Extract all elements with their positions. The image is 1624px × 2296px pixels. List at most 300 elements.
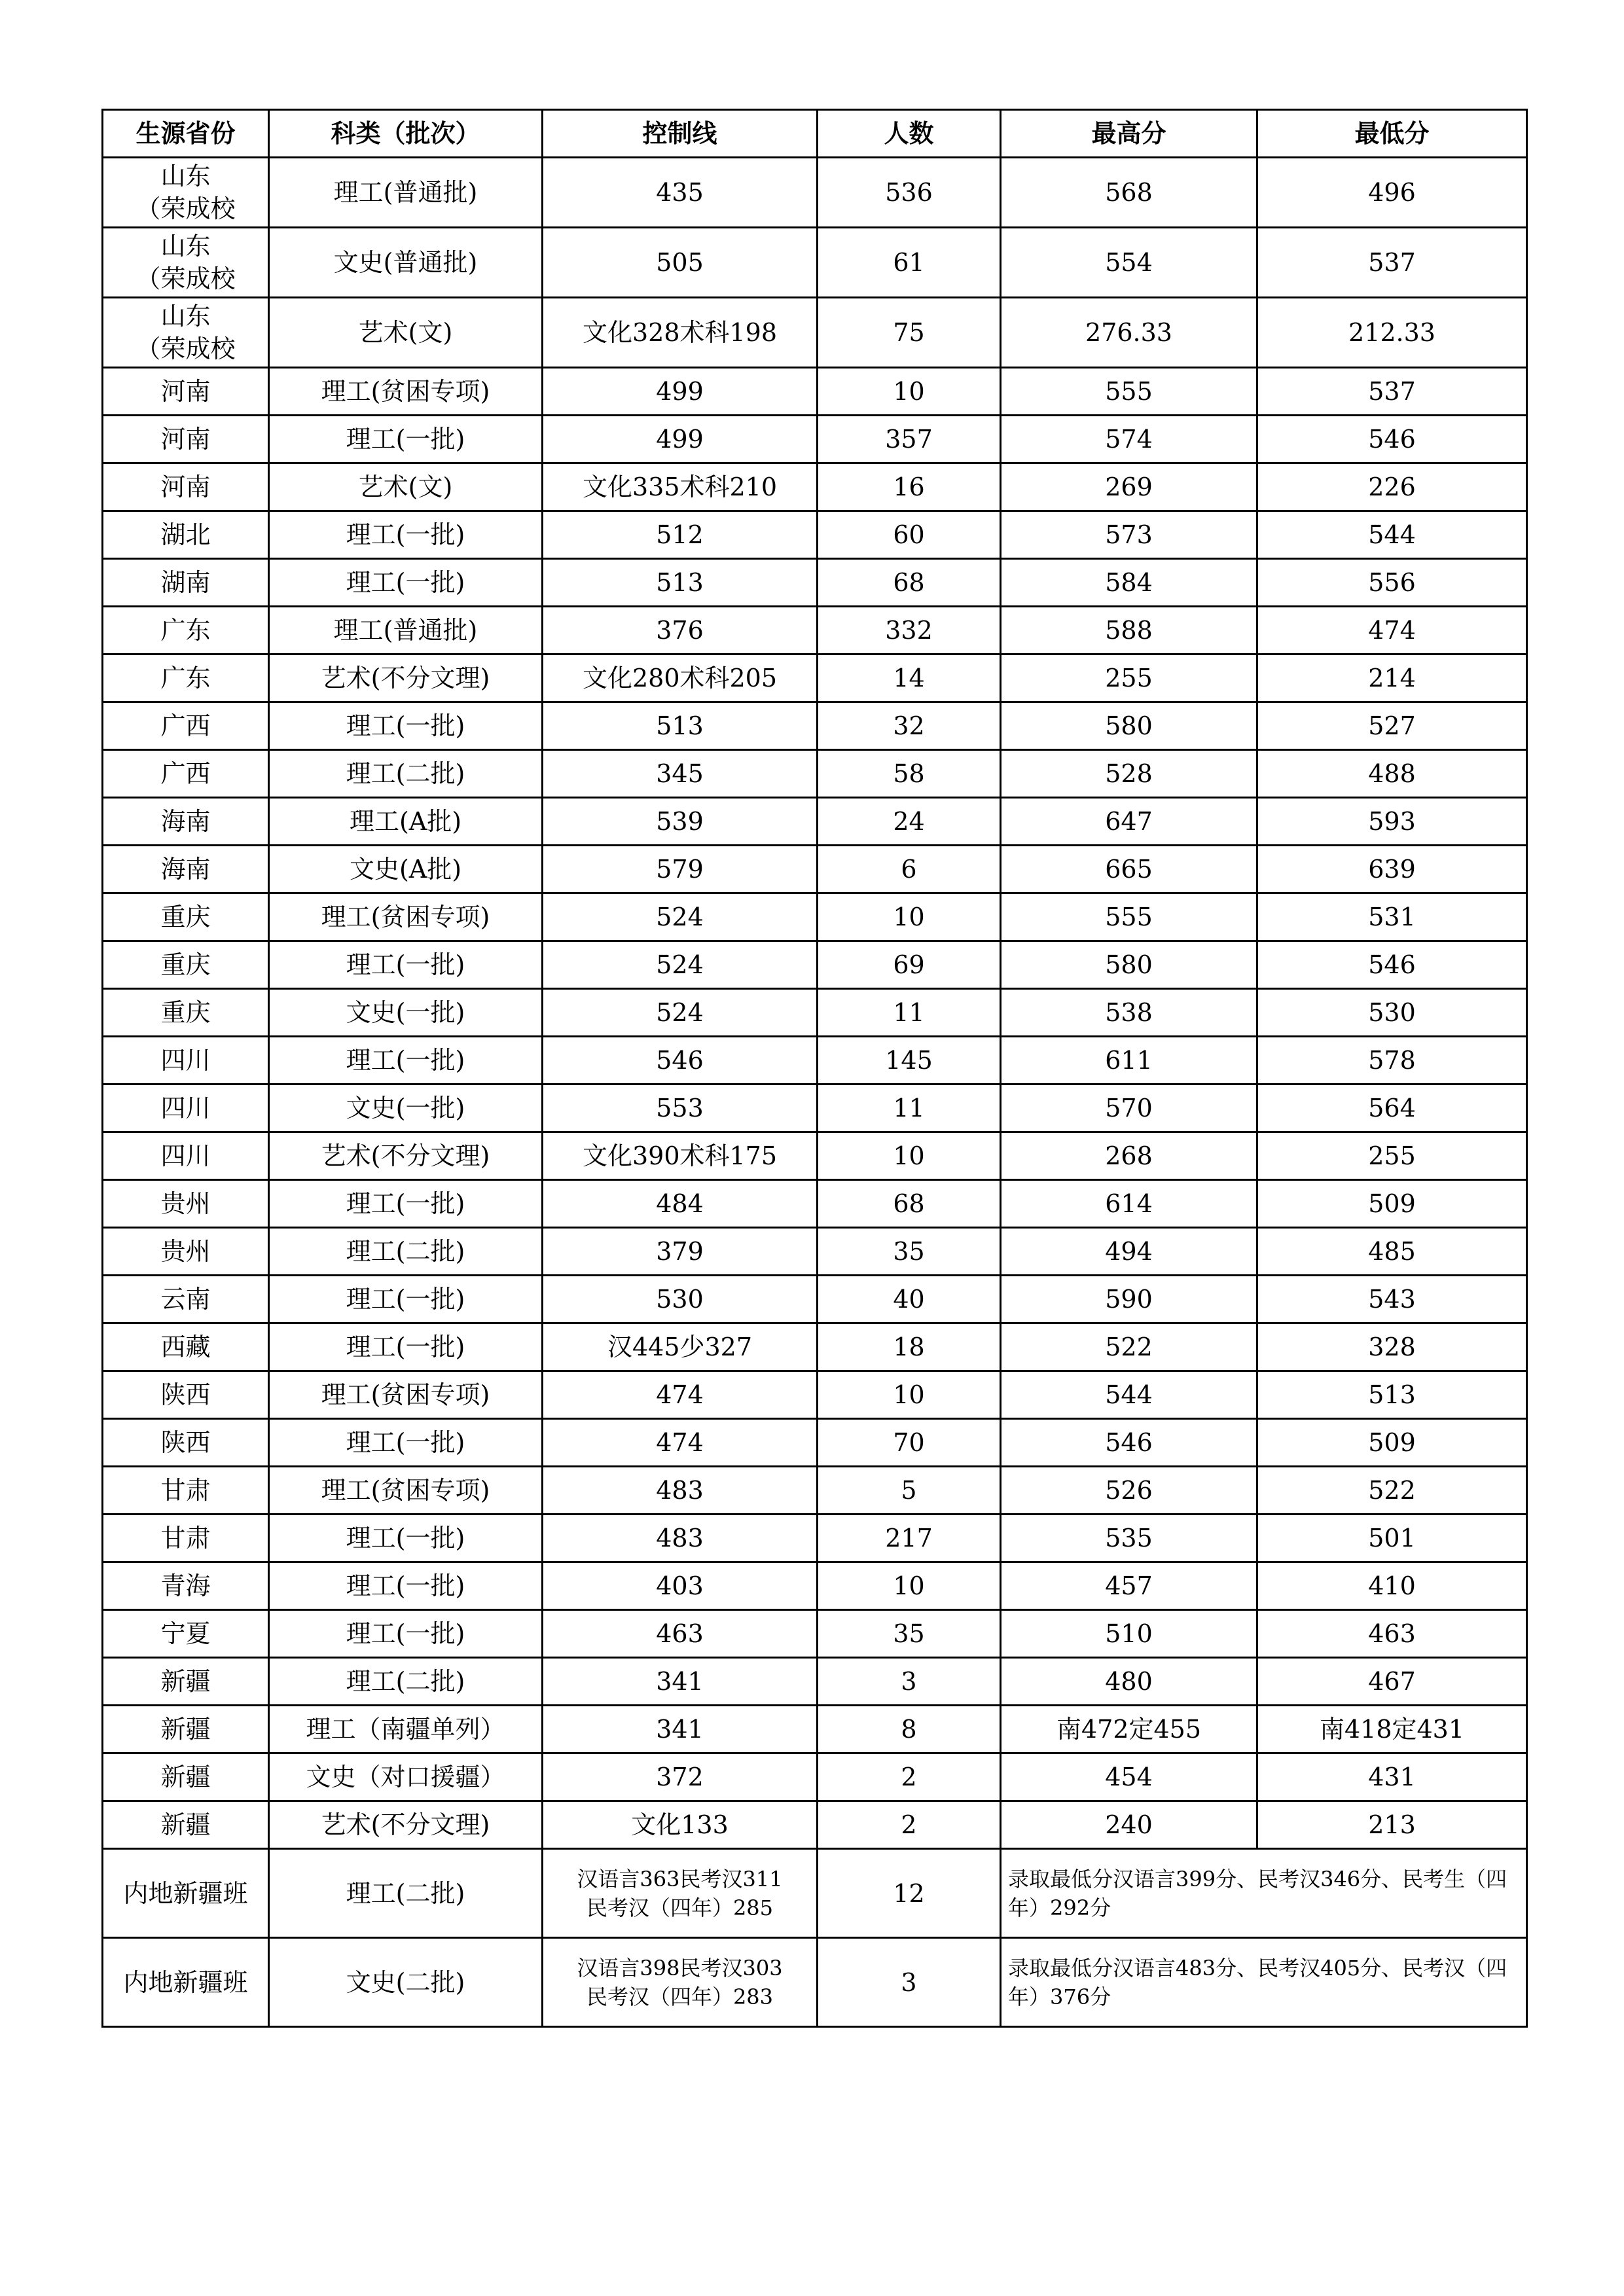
count-cell: 58 (818, 750, 1001, 798)
control-line-cell-text: 汉语言398民考汉303 民考汉（四年）283 (577, 1955, 783, 2009)
province-cell (103, 416, 269, 463)
province-label: 广东 (160, 664, 211, 692)
table-row (103, 1610, 1527, 1658)
max-score-cell: 546 (1001, 1419, 1257, 1467)
min-score-cell: 564 (1257, 1085, 1527, 1132)
category-cell: 理工(一批) (269, 1515, 543, 1562)
control-line-cell: 553 (543, 1085, 818, 1132)
table-row (103, 559, 1527, 607)
province-cell (103, 1753, 269, 1801)
control-line-cell: 530 (543, 1276, 818, 1323)
control-line-cell: 483 (543, 1515, 818, 1562)
min-score-cell: 527 (1257, 702, 1527, 750)
table-row (103, 1323, 1527, 1371)
province-label: 河南 (160, 473, 211, 501)
control-line-cell: 483 (543, 1467, 818, 1515)
control-line-cell: 463 (543, 1610, 818, 1658)
max-score-cell: 665 (1001, 846, 1257, 893)
province-label: 湖北 (160, 520, 211, 549)
category-cell: 理工(普通批) (269, 607, 543, 655)
control-line-cell: 文化133 (543, 1801, 818, 1849)
table-row (103, 1276, 1527, 1323)
province-label: 河南 (160, 425, 211, 454)
min-score-cell: 474 (1257, 607, 1527, 655)
max-score-cell: 480 (1001, 1658, 1257, 1706)
min-score-cell: 南418定431 (1257, 1706, 1527, 1753)
province-cell (103, 750, 269, 798)
count-cell: 8 (818, 1706, 1001, 1753)
category-cell: 文史(A批) (269, 846, 543, 893)
max-score-cell: 535 (1001, 1515, 1257, 1562)
min-score-cell: 255 (1257, 1132, 1527, 1180)
count-cell: 10 (818, 1371, 1001, 1419)
category-cell: 理工(一批) (269, 511, 543, 559)
province-cell (103, 463, 269, 511)
control-line-cell: 文化335术科210 (543, 463, 818, 511)
admission-score-table (101, 109, 1528, 2028)
province-cell (103, 798, 269, 846)
count-cell: 11 (818, 1085, 1001, 1132)
province-cell (103, 1371, 269, 1419)
count-cell: 10 (818, 893, 1001, 941)
min-score-cell: 522 (1257, 1467, 1527, 1515)
min-score-cell: 546 (1257, 416, 1527, 463)
min-score-cell: 463 (1257, 1610, 1527, 1658)
min-score-cell: 431 (1257, 1753, 1527, 1801)
table-row (103, 416, 1527, 463)
count-cell-text: 12 (893, 1878, 925, 1908)
province-label: 四川 (160, 1094, 211, 1122)
province-cell (103, 989, 269, 1037)
table-row (103, 798, 1527, 846)
province-cell (103, 1467, 269, 1515)
control-line-cell: 435 (543, 158, 818, 228)
min-score-cell: 410 (1257, 1562, 1527, 1610)
count-cell: 2 (818, 1753, 1001, 1801)
table-row (103, 158, 1527, 228)
control-line-cell: 546 (543, 1037, 818, 1085)
count-cell: 61 (818, 228, 1001, 298)
province-cell (103, 846, 269, 893)
table-row (103, 941, 1527, 989)
control-line-cell: 524 (543, 941, 818, 989)
header-control-line: 控制线 (543, 110, 818, 158)
control-line-cell-text: 汉语言363民考汉311 民考汉（四年）285 (577, 1866, 783, 1920)
province-cell (103, 941, 269, 989)
max-score-cell: 647 (1001, 798, 1257, 846)
max-score-cell: 554 (1001, 228, 1257, 298)
min-score-cell: 226 (1257, 463, 1527, 511)
max-score-cell: 590 (1001, 1276, 1257, 1323)
count-cell: 5 (818, 1467, 1001, 1515)
province-cell (103, 1938, 269, 2027)
max-score-cell: 568 (1001, 158, 1257, 228)
table-row (103, 702, 1527, 750)
control-line-cell: 524 (543, 989, 818, 1037)
min-score-cell: 467 (1257, 1658, 1527, 1706)
province-label: 甘肃 (160, 1524, 211, 1552)
control-line-cell: 403 (543, 1562, 818, 1610)
control-line-cell: 579 (543, 846, 818, 893)
count-cell: 60 (818, 511, 1001, 559)
max-score-cell: 614 (1001, 1180, 1257, 1228)
count-cell: 2 (818, 1801, 1001, 1849)
category-cell: 艺术(不分文理) (269, 655, 543, 702)
province-cell (103, 1562, 269, 1610)
category-cell: 理工(一批) (269, 1180, 543, 1228)
max-score-cell: 269 (1001, 463, 1257, 511)
count-cell: 357 (818, 416, 1001, 463)
category-cell: 理工(普通批) (269, 158, 543, 228)
table-row (103, 511, 1527, 559)
min-score-cell: 544 (1257, 511, 1527, 559)
table-row (103, 228, 1527, 298)
category-cell: 理工（南疆单列） (269, 1706, 543, 1753)
max-score-cell: 584 (1001, 559, 1257, 607)
table-row (103, 1037, 1527, 1085)
min-score-note-cell: 录取最低分汉语言483分、民考汉405分、民考汉（四年）376分 (1001, 1938, 1527, 2027)
count-cell: 68 (818, 1180, 1001, 1228)
category-cell: 理工(一批) (269, 1562, 543, 1610)
header-max-score: 最高分 (1001, 110, 1257, 158)
count-cell: 10 (818, 1132, 1001, 1180)
province-cell (103, 1132, 269, 1180)
province-cell (103, 1085, 269, 1132)
table-row (103, 1132, 1527, 1180)
table-row (103, 607, 1527, 655)
province-label: 湖南 (160, 568, 211, 597)
count-cell (818, 1849, 1001, 1938)
count-cell-text: 3 (901, 1967, 917, 1997)
table-row (103, 1658, 1527, 1706)
province-cell (103, 1419, 269, 1467)
control-line-cell: 539 (543, 798, 818, 846)
control-line-cell: 文化280术科205 (543, 655, 818, 702)
province-label: 宁夏 (160, 1619, 211, 1648)
count-cell: 24 (818, 798, 1001, 846)
control-line-cell: 499 (543, 416, 818, 463)
control-line-cell: 499 (543, 368, 818, 416)
province-label: 新疆 (160, 1667, 211, 1696)
max-score-cell: 588 (1001, 607, 1257, 655)
control-line-cell: 345 (543, 750, 818, 798)
category-cell: 理工(一批) (269, 941, 543, 989)
table-row (103, 750, 1527, 798)
category-cell: 艺术(不分文理) (269, 1132, 543, 1180)
max-score-cell: 555 (1001, 368, 1257, 416)
control-line-cell: 512 (543, 511, 818, 559)
min-score-cell: 531 (1257, 893, 1527, 941)
count-cell: 14 (818, 655, 1001, 702)
min-score-cell: 537 (1257, 228, 1527, 298)
control-line-cell: 513 (543, 702, 818, 750)
province-label: 四川 (160, 1141, 211, 1170)
control-line-cell: 524 (543, 893, 818, 941)
min-score-cell: 214 (1257, 655, 1527, 702)
category-cell (269, 1938, 543, 2027)
category-cell: 艺术(文) (269, 298, 543, 368)
max-score-cell: 538 (1001, 989, 1257, 1037)
control-line-cell: 汉445少327 (543, 1323, 818, 1371)
header-count: 人数 (818, 110, 1001, 158)
category-cell: 理工(一批) (269, 559, 543, 607)
category-cell: 文史(普通批) (269, 228, 543, 298)
max-score-cell: 276.33 (1001, 298, 1257, 368)
min-score-cell: 509 (1257, 1180, 1527, 1228)
max-score-cell: 570 (1001, 1085, 1257, 1132)
category-cell: 文史（对口援疆） (269, 1753, 543, 1801)
min-score-cell: 639 (1257, 846, 1527, 893)
min-score-cell: 537 (1257, 368, 1527, 416)
max-score-cell: 454 (1001, 1753, 1257, 1801)
min-score-cell: 593 (1257, 798, 1527, 846)
province-cell (103, 655, 269, 702)
min-score-cell: 496 (1257, 158, 1527, 228)
category-cell: 理工(贫困专项) (269, 1467, 543, 1515)
province-cell (103, 368, 269, 416)
province-label: 甘肃 (160, 1476, 211, 1505)
province-label: 陕西 (160, 1428, 211, 1457)
table-row (103, 1419, 1527, 1467)
max-score-cell: 522 (1001, 1323, 1257, 1371)
category-cell (269, 1849, 543, 1938)
table-row-note (103, 1849, 1527, 1938)
control-line-cell: 474 (543, 1371, 818, 1419)
province-label: 广西 (160, 759, 211, 788)
province-cell (103, 1658, 269, 1706)
table-row (103, 893, 1527, 941)
min-score-cell: 488 (1257, 750, 1527, 798)
table-row (103, 655, 1527, 702)
province-cell (103, 1276, 269, 1323)
max-score-cell: 611 (1001, 1037, 1257, 1085)
control-line-cell: 341 (543, 1706, 818, 1753)
count-cell: 11 (818, 989, 1001, 1037)
province-cell (103, 1180, 269, 1228)
category-cell: 理工(二批) (269, 750, 543, 798)
control-line-cell: 文化390术科175 (543, 1132, 818, 1180)
province-cell (103, 559, 269, 607)
control-line-cell: 379 (543, 1228, 818, 1276)
max-score-cell: 555 (1001, 893, 1257, 941)
count-cell: 32 (818, 702, 1001, 750)
province-label: 海南 (160, 855, 211, 884)
category-cell: 理工(二批) (269, 1658, 543, 1706)
province-cell (103, 298, 269, 368)
control-line-cell: 484 (543, 1180, 818, 1228)
count-cell: 536 (818, 158, 1001, 228)
min-score-cell: 485 (1257, 1228, 1527, 1276)
province-label: 重庆 (160, 998, 211, 1027)
min-score-cell: 501 (1257, 1515, 1527, 1562)
category-cell-text: 文史(二批) (346, 1967, 465, 1997)
province-label: 四川 (160, 1046, 211, 1075)
province-cell (103, 1037, 269, 1085)
table-row (103, 1180, 1527, 1228)
category-cell: 理工(贫困专项) (269, 1371, 543, 1419)
category-cell: 艺术(不分文理) (269, 1801, 543, 1849)
control-line-cell: 文化328术科198 (543, 298, 818, 368)
min-score-cell: 546 (1257, 941, 1527, 989)
province-cell (103, 1706, 269, 1753)
max-score-cell: 240 (1001, 1801, 1257, 1849)
table-row (103, 1753, 1527, 1801)
count-cell: 18 (818, 1323, 1001, 1371)
max-score-cell: 544 (1001, 1371, 1257, 1419)
min-score-note-cell: 录取最低分汉语言399分、民考汉346分、民考生（四年）292分 (1001, 1849, 1527, 1938)
province-label: 广西 (160, 711, 211, 740)
min-score-cell: 513 (1257, 1371, 1527, 1419)
province-label: 新疆 (160, 1810, 211, 1839)
category-cell: 理工(贫困专项) (269, 368, 543, 416)
table-body (103, 158, 1527, 2027)
province-label: 山东 （荣成校 (135, 162, 236, 223)
province-cell (103, 228, 269, 298)
table-row (103, 368, 1527, 416)
control-line-cell: 505 (543, 228, 818, 298)
count-cell: 35 (818, 1228, 1001, 1276)
category-cell: 文史(一批) (269, 1085, 543, 1132)
category-cell: 艺术(文) (269, 463, 543, 511)
max-score-cell: 528 (1001, 750, 1257, 798)
max-score-cell: 457 (1001, 1562, 1257, 1610)
min-score-cell: 213 (1257, 1801, 1527, 1849)
province-cell-text: 内地新疆班 (123, 1967, 248, 1997)
province-cell (103, 1610, 269, 1658)
max-score-cell: 南472定455 (1001, 1706, 1257, 1753)
header-province: 生源省份 (103, 110, 269, 158)
min-score-cell: 578 (1257, 1037, 1527, 1085)
count-cell: 70 (818, 1419, 1001, 1467)
count-cell: 69 (818, 941, 1001, 989)
max-score-cell: 574 (1001, 416, 1257, 463)
province-cell (103, 1849, 269, 1938)
category-cell: 理工(A批) (269, 798, 543, 846)
table-row (103, 463, 1527, 511)
table-row (103, 1371, 1527, 1419)
category-cell: 理工(一批) (269, 702, 543, 750)
category-cell: 理工(二批) (269, 1228, 543, 1276)
province-cell (103, 158, 269, 228)
province-cell-text: 内地新疆班 (123, 1878, 248, 1908)
table-row (103, 298, 1527, 368)
table-row (103, 1515, 1527, 1562)
control-line-cell (543, 1938, 818, 2027)
category-cell: 理工(一批) (269, 1419, 543, 1467)
control-line-cell: 372 (543, 1753, 818, 1801)
province-cell (103, 702, 269, 750)
province-label: 广东 (160, 616, 211, 645)
province-label: 新疆 (160, 1763, 211, 1791)
category-cell: 理工(一批) (269, 1610, 543, 1658)
header-category: 科类（批次） (269, 110, 543, 158)
table-row (103, 1706, 1527, 1753)
province-label: 山东 （荣成校 (135, 232, 236, 293)
province-label: 陕西 (160, 1380, 211, 1409)
table-row (103, 1467, 1527, 1515)
province-label: 贵州 (160, 1189, 211, 1218)
max-score-cell: 580 (1001, 941, 1257, 989)
table-row (103, 1228, 1527, 1276)
province-cell (103, 1801, 269, 1849)
province-label: 河南 (160, 377, 211, 406)
count-cell: 10 (818, 368, 1001, 416)
count-cell: 16 (818, 463, 1001, 511)
count-cell: 75 (818, 298, 1001, 368)
table-row (103, 1085, 1527, 1132)
category-cell: 理工(贫困专项) (269, 893, 543, 941)
province-label: 青海 (160, 1571, 211, 1600)
category-cell: 理工(一批) (269, 1323, 543, 1371)
table-row (103, 1801, 1527, 1849)
control-line-cell: 376 (543, 607, 818, 655)
min-score-cell: 556 (1257, 559, 1527, 607)
max-score-cell: 526 (1001, 1467, 1257, 1515)
count-cell: 10 (818, 1562, 1001, 1610)
province-label: 西藏 (160, 1333, 211, 1361)
table-row (103, 989, 1527, 1037)
count-cell (818, 1938, 1001, 2027)
province-cell (103, 1515, 269, 1562)
province-label: 云南 (160, 1285, 211, 1314)
min-score-cell: 328 (1257, 1323, 1527, 1371)
table-row (103, 1562, 1527, 1610)
count-cell: 68 (818, 559, 1001, 607)
count-cell: 40 (818, 1276, 1001, 1323)
table-row (103, 846, 1527, 893)
province-cell (103, 511, 269, 559)
header-row (103, 110, 1527, 158)
control-line-cell: 513 (543, 559, 818, 607)
max-score-cell: 494 (1001, 1228, 1257, 1276)
category-cell: 理工(一批) (269, 1037, 543, 1085)
min-score-cell: 509 (1257, 1419, 1527, 1467)
province-label: 新疆 (160, 1715, 211, 1744)
count-cell: 332 (818, 607, 1001, 655)
max-score-cell: 573 (1001, 511, 1257, 559)
max-score-cell: 580 (1001, 702, 1257, 750)
province-cell (103, 607, 269, 655)
province-cell (103, 1228, 269, 1276)
category-cell: 文史(一批) (269, 989, 543, 1037)
control-line-cell: 341 (543, 1658, 818, 1706)
province-label: 山东 （荣成校 (135, 302, 236, 363)
province-label: 重庆 (160, 950, 211, 979)
count-cell: 3 (818, 1658, 1001, 1706)
category-cell-text: 理工(二批) (346, 1878, 465, 1908)
min-score-cell: 543 (1257, 1276, 1527, 1323)
count-cell: 35 (818, 1610, 1001, 1658)
province-label: 重庆 (160, 903, 211, 931)
province-label: 贵州 (160, 1237, 211, 1266)
control-line-cell: 474 (543, 1419, 818, 1467)
count-cell: 217 (818, 1515, 1001, 1562)
header-min-score: 最低分 (1257, 110, 1527, 158)
max-score-cell: 255 (1001, 655, 1257, 702)
count-cell: 6 (818, 846, 1001, 893)
category-cell: 理工(一批) (269, 416, 543, 463)
category-cell: 理工(一批) (269, 1276, 543, 1323)
province-cell (103, 893, 269, 941)
count-cell: 145 (818, 1037, 1001, 1085)
max-score-cell: 268 (1001, 1132, 1257, 1180)
table-row-note (103, 1938, 1527, 2027)
province-cell (103, 1323, 269, 1371)
control-line-cell (543, 1849, 818, 1938)
min-score-cell: 212.33 (1257, 298, 1527, 368)
min-score-cell: 530 (1257, 989, 1527, 1037)
max-score-cell: 510 (1001, 1610, 1257, 1658)
